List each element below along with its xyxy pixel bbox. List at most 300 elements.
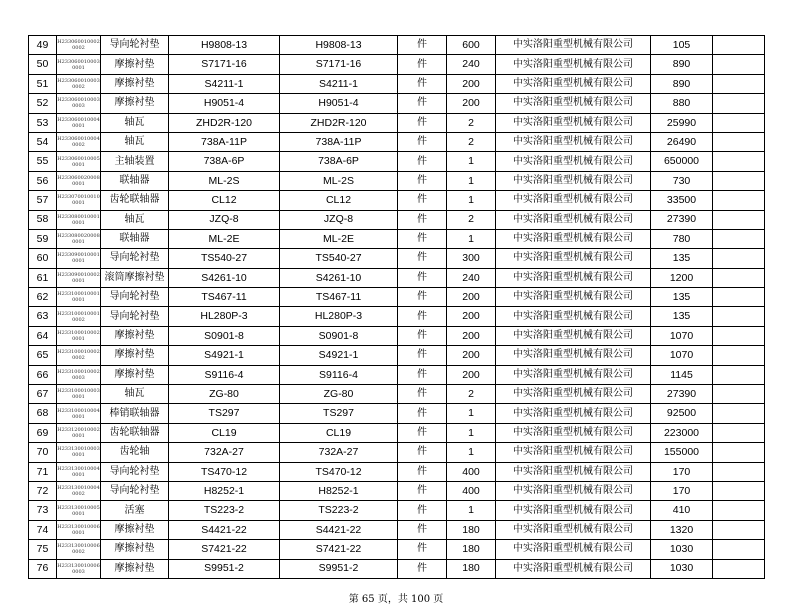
unit-price-cell: 135 — [651, 249, 713, 268]
part-name-cell: 导向轮衬垫 — [101, 36, 169, 55]
table-row — [29, 443, 765, 462]
row-number-cell: 63 — [29, 307, 57, 326]
manufacturer-cell: 中实洛阳重型机械有限公司 — [496, 288, 651, 307]
manufacturer-cell: 中实洛阳重型机械有限公司 — [496, 94, 651, 113]
part-name-cell: 摩擦衬垫 — [101, 520, 169, 539]
drawing-number-cell: H9808-13 — [169, 36, 280, 55]
unit-price-cell: 155000 — [651, 443, 713, 462]
material-code-cell: H2331000100020002 — [57, 346, 101, 365]
part-name-cell: 摩擦衬垫 — [101, 55, 169, 74]
quantity-cell: 2 — [447, 132, 496, 151]
remark-cell — [713, 36, 765, 55]
material-code-cell: H2330900100020001 — [57, 268, 101, 287]
manufacturer-cell: 中实洛阳重型机械有限公司 — [496, 74, 651, 93]
unit-price-cell: 105 — [651, 36, 713, 55]
material-code-cell: H2330800100010001 — [57, 210, 101, 229]
quantity-cell: 1 — [447, 229, 496, 248]
specification-cell: S9116-4 — [280, 365, 398, 384]
drawing-number-cell: S4261-10 — [169, 268, 280, 287]
page-number: 第 65 页，共 100 页 — [348, 594, 444, 605]
row-number-cell: 56 — [29, 171, 57, 190]
unit-price-cell: 27390 — [651, 210, 713, 229]
manufacturer-cell: 中实洛阳重型机械有限公司 — [496, 520, 651, 539]
drawing-number-cell: S4921-1 — [169, 346, 280, 365]
unit-cell: 件 — [398, 404, 447, 423]
row-number-cell: 66 — [29, 365, 57, 384]
material-code-cell: H2331300100030001 — [57, 443, 101, 462]
unit-cell: 件 — [398, 268, 447, 287]
specification-cell: JZQ-8 — [280, 210, 398, 229]
remark-cell — [713, 152, 765, 171]
drawing-number-cell: TS540-27 — [169, 249, 280, 268]
row-number-cell: 61 — [29, 268, 57, 287]
unit-price-cell: 223000 — [651, 423, 713, 442]
specification-cell: S4261-10 — [280, 268, 398, 287]
quantity-cell: 1 — [447, 171, 496, 190]
unit-cell: 件 — [398, 559, 447, 578]
specification-cell: ZHD2R-120 — [280, 113, 398, 132]
part-name-cell: 棒销联轴器 — [101, 404, 169, 423]
table-row — [29, 481, 765, 500]
quantity-cell: 400 — [447, 481, 496, 500]
unit-price-cell: 27390 — [651, 385, 713, 404]
manufacturer-cell: 中实洛阳重型机械有限公司 — [496, 540, 651, 559]
row-number-cell: 50 — [29, 55, 57, 74]
drawing-number-cell: S7421-22 — [169, 540, 280, 559]
remark-cell — [713, 74, 765, 93]
material-code-cell: H2331200100020001 — [57, 423, 101, 442]
drawing-number-cell: 732A-27 — [169, 443, 280, 462]
remark-cell — [713, 365, 765, 384]
part-name-cell: 导向轮衬垫 — [101, 307, 169, 326]
part-name-cell: 导向轮衬垫 — [101, 249, 169, 268]
quantity-cell: 1 — [447, 152, 496, 171]
row-number-cell: 75 — [29, 540, 57, 559]
drawing-number-cell: 738A-6P — [169, 152, 280, 171]
remark-cell — [713, 540, 765, 559]
unit-price-cell: 92500 — [651, 404, 713, 423]
specification-cell: ZG-80 — [280, 385, 398, 404]
manufacturer-cell: 中实洛阳重型机械有限公司 — [496, 113, 651, 132]
drawing-number-cell: TS470-12 — [169, 462, 280, 481]
part-name-cell: 摩擦衬垫 — [101, 326, 169, 345]
part-name-cell: 摩擦衬垫 — [101, 559, 169, 578]
unit-cell: 件 — [398, 132, 447, 151]
remark-cell — [713, 443, 765, 462]
row-number-cell: 74 — [29, 520, 57, 539]
manufacturer-cell: 中实洛阳重型机械有限公司 — [496, 171, 651, 190]
unit-price-cell: 1070 — [651, 326, 713, 345]
row-number-cell: 60 — [29, 249, 57, 268]
manufacturer-cell: 中实洛阳重型机械有限公司 — [496, 55, 651, 74]
manufacturer-cell: 中实洛阳重型机械有限公司 — [496, 404, 651, 423]
table-row — [29, 36, 765, 55]
unit-cell: 件 — [398, 346, 447, 365]
material-code-cell: H2331000100020003 — [57, 365, 101, 384]
part-name-cell: 摩擦衬垫 — [101, 540, 169, 559]
row-number-cell: 49 — [29, 36, 57, 55]
specification-cell: TS223-2 — [280, 501, 398, 520]
quantity-cell: 240 — [447, 55, 496, 74]
part-name-cell: 轴瓦 — [101, 113, 169, 132]
drawing-number-cell: S7171-16 — [169, 55, 280, 74]
drawing-number-cell: TS223-2 — [169, 501, 280, 520]
drawing-number-cell: ML-2S — [169, 171, 280, 190]
unit-cell: 件 — [398, 36, 447, 55]
unit-price-cell: 1320 — [651, 520, 713, 539]
quantity-cell: 1 — [447, 501, 496, 520]
row-number-cell: 62 — [29, 288, 57, 307]
remark-cell — [713, 249, 765, 268]
remark-cell — [713, 229, 765, 248]
manufacturer-cell: 中实洛阳重型机械有限公司 — [496, 152, 651, 171]
specification-cell: S9951-2 — [280, 559, 398, 578]
unit-cell: 件 — [398, 94, 447, 113]
quantity-cell: 200 — [447, 307, 496, 326]
remark-cell — [713, 520, 765, 539]
row-number-cell: 53 — [29, 113, 57, 132]
specification-cell: H9808-13 — [280, 36, 398, 55]
unit-price-cell: 25990 — [651, 113, 713, 132]
unit-cell: 件 — [398, 462, 447, 481]
unit-cell: 件 — [398, 113, 447, 132]
remark-cell — [713, 191, 765, 210]
specification-cell: TS540-27 — [280, 249, 398, 268]
unit-price-cell: 780 — [651, 229, 713, 248]
table-row — [29, 307, 765, 326]
table-row — [29, 462, 765, 481]
table-row — [29, 520, 765, 539]
unit-cell: 件 — [398, 520, 447, 539]
table-body — [29, 36, 765, 579]
row-number-cell: 55 — [29, 152, 57, 171]
material-code-cell: H2331300100040002 — [57, 481, 101, 500]
part-name-cell: 联轴器 — [101, 229, 169, 248]
specification-cell: TS297 — [280, 404, 398, 423]
parts-table — [28, 35, 765, 579]
part-name-cell: 轴瓦 — [101, 210, 169, 229]
part-name-cell: 轴瓦 — [101, 385, 169, 404]
drawing-number-cell: H9051-4 — [169, 94, 280, 113]
material-code-cell: H2331000100010001 — [57, 288, 101, 307]
drawing-number-cell: H8252-1 — [169, 481, 280, 500]
unit-cell: 件 — [398, 249, 447, 268]
specification-cell: ML-2E — [280, 229, 398, 248]
specification-cell: 738A-11P — [280, 132, 398, 151]
unit-cell: 件 — [398, 326, 447, 345]
drawing-number-cell: S9951-2 — [169, 559, 280, 578]
unit-cell: 件 — [398, 385, 447, 404]
specification-cell: S0901-8 — [280, 326, 398, 345]
specification-cell: S7171-16 — [280, 55, 398, 74]
manufacturer-cell: 中实洛阳重型机械有限公司 — [496, 326, 651, 345]
part-name-cell: 摩擦衬垫 — [101, 94, 169, 113]
drawing-number-cell: CL19 — [169, 423, 280, 442]
remark-cell — [713, 559, 765, 578]
part-name-cell: 摩擦衬垫 — [101, 365, 169, 384]
row-number-cell: 59 — [29, 229, 57, 248]
row-number-cell: 64 — [29, 326, 57, 345]
row-number-cell: 54 — [29, 132, 57, 151]
table-row — [29, 55, 765, 74]
specification-cell: 738A-6P — [280, 152, 398, 171]
material-code-cell: H2330700100100001 — [57, 191, 101, 210]
unit-price-cell: 890 — [651, 55, 713, 74]
unit-cell: 件 — [398, 540, 447, 559]
remark-cell — [713, 307, 765, 326]
row-number-cell: 76 — [29, 559, 57, 578]
remark-cell — [713, 171, 765, 190]
table-row — [29, 171, 765, 190]
row-number-cell: 65 — [29, 346, 57, 365]
manufacturer-cell: 中实洛阳重型机械有限公司 — [496, 501, 651, 520]
specification-cell: S4211-1 — [280, 74, 398, 93]
part-name-cell: 导向轮衬垫 — [101, 462, 169, 481]
quantity-cell: 400 — [447, 462, 496, 481]
material-code-cell: H2330600100020002 — [57, 36, 101, 55]
manufacturer-cell: 中实洛阳重型机械有限公司 — [496, 346, 651, 365]
part-name-cell: 滚筒摩擦衬垫 — [101, 268, 169, 287]
table-row — [29, 210, 765, 229]
drawing-number-cell: JZQ-8 — [169, 210, 280, 229]
row-number-cell: 69 — [29, 423, 57, 442]
manufacturer-cell: 中实洛阳重型机械有限公司 — [496, 385, 651, 404]
manufacturer-cell: 中实洛阳重型机械有限公司 — [496, 268, 651, 287]
remark-cell — [713, 462, 765, 481]
quantity-cell: 2 — [447, 210, 496, 229]
unit-price-cell: 890 — [651, 74, 713, 93]
remark-cell — [713, 385, 765, 404]
unit-cell: 件 — [398, 191, 447, 210]
manufacturer-cell: 中实洛阳重型机械有限公司 — [496, 210, 651, 229]
remark-cell — [713, 113, 765, 132]
table-row — [29, 326, 765, 345]
table-row — [29, 365, 765, 384]
unit-price-cell: 410 — [651, 501, 713, 520]
table-row — [29, 268, 765, 287]
manufacturer-cell: 中实洛阳重型机械有限公司 — [496, 132, 651, 151]
quantity-cell: 1 — [447, 404, 496, 423]
unit-cell: 件 — [398, 307, 447, 326]
material-code-cell: H2330600100040002 — [57, 132, 101, 151]
row-number-cell: 58 — [29, 210, 57, 229]
table-row — [29, 423, 765, 442]
table-row — [29, 540, 765, 559]
row-number-cell: 51 — [29, 74, 57, 93]
quantity-cell: 200 — [447, 74, 496, 93]
part-name-cell: 齿轮联轴器 — [101, 423, 169, 442]
material-code-cell: H2330600100030001 — [57, 55, 101, 74]
material-code-cell: H2330600100040001 — [57, 113, 101, 132]
quantity-cell: 180 — [447, 559, 496, 578]
unit-price-cell: 26490 — [651, 132, 713, 151]
material-code-cell: H2330600200080001 — [57, 171, 101, 190]
manufacturer-cell: 中实洛阳重型机械有限公司 — [496, 249, 651, 268]
table-row — [29, 288, 765, 307]
table-row — [29, 229, 765, 248]
remark-cell — [713, 268, 765, 287]
remark-cell — [713, 423, 765, 442]
table-row — [29, 346, 765, 365]
part-name-cell: 摩擦衬垫 — [101, 74, 169, 93]
unit-cell: 件 — [398, 55, 447, 74]
material-code-cell: H2330900100010001 — [57, 249, 101, 268]
quantity-cell: 200 — [447, 346, 496, 365]
drawing-number-cell: S9116-4 — [169, 365, 280, 384]
row-number-cell: 57 — [29, 191, 57, 210]
unit-cell: 件 — [398, 443, 447, 462]
unit-price-cell: 650000 — [651, 152, 713, 171]
drawing-number-cell: ML-2E — [169, 229, 280, 248]
part-name-cell: 联轴器 — [101, 171, 169, 190]
unit-price-cell: 880 — [651, 94, 713, 113]
unit-cell: 件 — [398, 365, 447, 384]
manufacturer-cell: 中实洛阳重型机械有限公司 — [496, 229, 651, 248]
table-row — [29, 559, 765, 578]
manufacturer-cell: 中实洛阳重型机械有限公司 — [496, 481, 651, 500]
material-code-cell: H2330600100050001 — [57, 152, 101, 171]
quantity-cell: 200 — [447, 94, 496, 113]
unit-cell: 件 — [398, 171, 447, 190]
specification-cell: 732A-27 — [280, 443, 398, 462]
material-code-cell: H2331300100060003 — [57, 559, 101, 578]
unit-cell: 件 — [398, 210, 447, 229]
material-code-cell: H2331300100040001 — [57, 462, 101, 481]
remark-cell — [713, 326, 765, 345]
row-number-cell: 70 — [29, 443, 57, 462]
material-code-cell: H2330600100030002 — [57, 74, 101, 93]
table-row — [29, 385, 765, 404]
table-row — [29, 132, 765, 151]
part-name-cell: 轴瓦 — [101, 132, 169, 151]
remark-cell — [713, 501, 765, 520]
part-name-cell: 导向轮衬垫 — [101, 288, 169, 307]
material-code-cell: H2330800200080001 — [57, 229, 101, 248]
remark-cell — [713, 132, 765, 151]
remark-cell — [713, 288, 765, 307]
remark-cell — [713, 94, 765, 113]
drawing-number-cell: HL280P-3 — [169, 307, 280, 326]
part-name-cell: 摩擦衬垫 — [101, 346, 169, 365]
manufacturer-cell: 中实洛阳重型机械有限公司 — [496, 365, 651, 384]
table-row — [29, 501, 765, 520]
material-code-cell: H2331300100060001 — [57, 520, 101, 539]
part-name-cell: 导向轮衬垫 — [101, 481, 169, 500]
quantity-cell: 180 — [447, 520, 496, 539]
drawing-number-cell: ZHD2R-120 — [169, 113, 280, 132]
unit-price-cell: 1030 — [651, 559, 713, 578]
part-name-cell: 齿轮联轴器 — [101, 191, 169, 210]
material-code-cell: H2331000100020001 — [57, 326, 101, 345]
quantity-cell: 1 — [447, 443, 496, 462]
unit-price-cell: 730 — [651, 171, 713, 190]
unit-price-cell: 135 — [651, 288, 713, 307]
unit-cell: 件 — [398, 423, 447, 442]
manufacturer-cell: 中实洛阳重型机械有限公司 — [496, 443, 651, 462]
table-row — [29, 152, 765, 171]
manufacturer-cell: 中实洛阳重型机械有限公司 — [496, 423, 651, 442]
manufacturer-cell: 中实洛阳重型机械有限公司 — [496, 559, 651, 578]
drawing-number-cell: 738A-11P — [169, 132, 280, 151]
unit-price-cell: 1145 — [651, 365, 713, 384]
drawing-number-cell: S0901-8 — [169, 326, 280, 345]
specification-cell: TS467-11 — [280, 288, 398, 307]
unit-cell: 件 — [398, 481, 447, 500]
manufacturer-cell: 中实洛阳重型机械有限公司 — [496, 462, 651, 481]
drawing-number-cell: S4421-22 — [169, 520, 280, 539]
drawing-number-cell: TS297 — [169, 404, 280, 423]
unit-price-cell: 135 — [651, 307, 713, 326]
quantity-cell: 240 — [447, 268, 496, 287]
unit-cell: 件 — [398, 288, 447, 307]
manufacturer-cell: 中实洛阳重型机械有限公司 — [496, 307, 651, 326]
quantity-cell: 2 — [447, 385, 496, 404]
quantity-cell: 300 — [447, 249, 496, 268]
remark-cell — [713, 481, 765, 500]
specification-cell: TS470-12 — [280, 462, 398, 481]
part-name-cell: 主轴装置 — [101, 152, 169, 171]
unit-cell: 件 — [398, 229, 447, 248]
remark-cell — [713, 404, 765, 423]
unit-price-cell: 170 — [651, 481, 713, 500]
row-number-cell: 71 — [29, 462, 57, 481]
drawing-number-cell: ZG-80 — [169, 385, 280, 404]
table-row — [29, 74, 765, 93]
material-code-cell: H2331000100040001 — [57, 404, 101, 423]
unit-price-cell: 1030 — [651, 540, 713, 559]
unit-price-cell: 170 — [651, 462, 713, 481]
table-row — [29, 404, 765, 423]
material-code-cell: H2330600100030003 — [57, 94, 101, 113]
table-row — [29, 113, 765, 132]
quantity-cell: 200 — [447, 288, 496, 307]
specification-cell: CL19 — [280, 423, 398, 442]
row-number-cell: 68 — [29, 404, 57, 423]
specification-cell: H8252-1 — [280, 481, 398, 500]
row-number-cell: 52 — [29, 94, 57, 113]
manufacturer-cell: 中实洛阳重型机械有限公司 — [496, 36, 651, 55]
remark-cell — [713, 55, 765, 74]
drawing-number-cell: CL12 — [169, 191, 280, 210]
specification-cell: ML-2S — [280, 171, 398, 190]
material-code-cell: H2331300100050001 — [57, 501, 101, 520]
manufacturer-cell: 中实洛阳重型机械有限公司 — [496, 191, 651, 210]
table-row — [29, 191, 765, 210]
specification-cell: S4921-1 — [280, 346, 398, 365]
quantity-cell: 200 — [447, 326, 496, 345]
quantity-cell: 200 — [447, 365, 496, 384]
quantity-cell: 2 — [447, 113, 496, 132]
quantity-cell: 180 — [447, 540, 496, 559]
specification-cell: CL12 — [280, 191, 398, 210]
row-number-cell: 72 — [29, 481, 57, 500]
material-code-cell: H2331000100010002 — [57, 307, 101, 326]
unit-price-cell: 1070 — [651, 346, 713, 365]
quantity-cell: 1 — [447, 423, 496, 442]
specification-cell: S4421-22 — [280, 520, 398, 539]
unit-cell: 件 — [398, 152, 447, 171]
specification-cell: S7421-22 — [280, 540, 398, 559]
table-row — [29, 94, 765, 113]
part-name-cell: 齿轮轴 — [101, 443, 169, 462]
row-number-cell: 73 — [29, 501, 57, 520]
unit-cell: 件 — [398, 501, 447, 520]
remark-cell — [713, 346, 765, 365]
specification-cell: H9051-4 — [280, 94, 398, 113]
drawing-number-cell: TS467-11 — [169, 288, 280, 307]
part-name-cell: 活塞 — [101, 501, 169, 520]
unit-price-cell: 1200 — [651, 268, 713, 287]
